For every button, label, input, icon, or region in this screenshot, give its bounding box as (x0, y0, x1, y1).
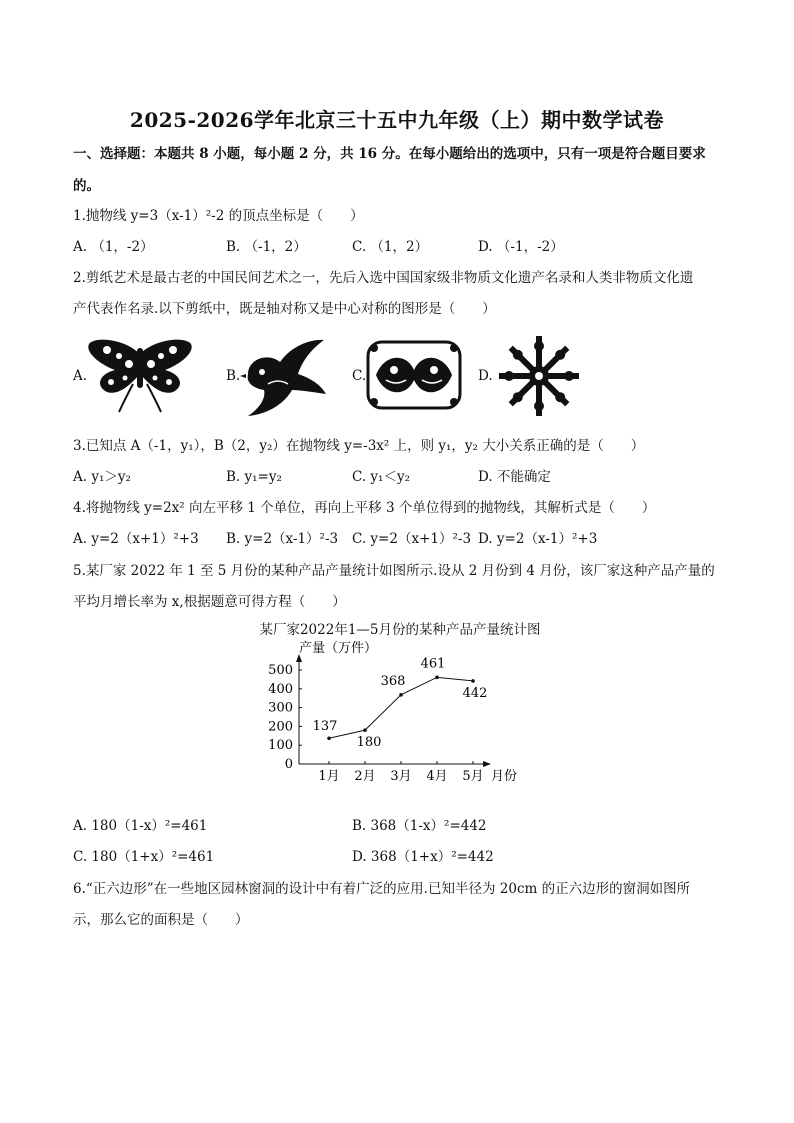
q5-option-b: B. 368（1-x）²=442 (352, 818, 487, 834)
q4-option-c: C. y=2（x+1）²-3 (352, 531, 472, 547)
q1-stem: 1.抛物线 y=3（x-1）²-2 的顶点坐标是（ ） (73, 208, 364, 224)
q5-stem-line1: 5.某厂家 2022 年 1 至 5 月份的某种产品产量统计如图所示.设从 2 月份到 4 月份，该厂家这种产品产量的 (73, 563, 715, 579)
chart-ylabel: 产量（万件） (299, 641, 378, 656)
section-instruction-line1: 一、选择题：本题共 8 小题，每小题 2 分，共 16 分。在每小题给出的选项中，只有一项是符合题目要求 (73, 146, 706, 162)
page-title: 2025-2026学年北京三十五中九年级（上）期中数学试卷 (129, 108, 665, 132)
x-tick-label: 5月 (462, 769, 484, 784)
q4-option-d: D. y=2（x-1）²+3 (478, 531, 598, 547)
data-label: 442 (462, 685, 488, 701)
snowflake-papercut-image (496, 334, 582, 418)
chart-title: 某厂家2022年1—5月份的某种产品产量统计图 (259, 622, 541, 638)
y-tick-label: 0 (284, 757, 293, 772)
section-instruction-line2: 的。 (73, 178, 100, 194)
data-label: 180 (356, 735, 382, 751)
chart-xlabel: 月份 (491, 769, 518, 784)
y-tick-label: 100 (268, 738, 293, 754)
q2-stem-line2: 产代表作名录.以下剪纸中，既是轴对称又是中心对称的图形是（ ） (73, 301, 496, 317)
q5-option-d: D. 368（1+x）²=442 (352, 849, 494, 865)
q4-option-b: B. y=2（x-1）²-3 (226, 531, 339, 547)
q3-option-a: A. y₁＞y₂ (73, 469, 131, 485)
x-tick-label: 3月 (390, 769, 412, 784)
data-point (399, 693, 403, 697)
data-point (471, 679, 475, 683)
fish-papercut-image (366, 340, 462, 410)
swallow-papercut-image (238, 334, 328, 418)
y-tick-label: 200 (268, 719, 293, 735)
data-point (363, 728, 367, 732)
data-label: 461 (420, 656, 446, 672)
q5-option-c: C. 180（1+x）²=461 (73, 849, 215, 865)
x-tick-label: 4月 (426, 769, 448, 784)
q3-option-c: C. y₁＜y₂ (352, 469, 411, 485)
data-point (327, 736, 331, 740)
q4-stem: 4.将抛物线 y=2x² 向左平移 1 个单位，再向上平移 3 个单位得到的抛物线，其解析式是（ ） (73, 500, 656, 516)
q2-option-d-label: D. (478, 368, 493, 384)
data-label: 368 (380, 673, 406, 689)
x-tick-label: 1月 (318, 769, 340, 784)
q5-stem-line2: 平均月增长率为 x,根据题意可得方程（ ） (73, 594, 346, 610)
y-tick-label: 400 (268, 681, 293, 697)
data-point (435, 676, 439, 680)
x-tick-label: 2月 (354, 769, 376, 784)
data-label: 137 (312, 719, 338, 735)
production-line-chart (255, 636, 535, 786)
q4-option-a: A. y=2（x+1）²+3 (73, 531, 199, 547)
q1-option-c: C. （1，2） (352, 239, 429, 255)
q3-stem: 3.已知点 A（-1，y₁），B（2，y₂）在抛物线 y=-3x² 上，则 y₁，y₂ 大小关系正确的是（ ） (73, 438, 645, 454)
q3-option-b: B. y₁=y₂ (226, 469, 282, 485)
q1-option-a: A. （1，-2） (73, 239, 154, 255)
q2-option-c-label: C. (352, 368, 367, 384)
q6-stem-line1: 6.“正六边形”在一些地区园林窗洞的设计中有着广泛的应用.已知半径为 20cm 的正六边形的窗洞如图所 (73, 881, 691, 897)
q3-option-d: D. 不能确定 (478, 469, 551, 485)
chart-x-axis-arrow (483, 761, 491, 767)
q6-stem-line2: 示，那么它的面积是（ ） (73, 912, 249, 928)
q1-option-b: B. （-1，2） (226, 239, 307, 255)
y-tick-label: 300 (268, 700, 293, 716)
q2-option-a-label: A. (73, 368, 88, 384)
butterfly-papercut-image (85, 334, 195, 414)
q1-option-d: D. （-1，-2） (478, 239, 564, 255)
q5-option-a: A. 180（1-x）²=461 (73, 818, 208, 834)
q2-option-b-label: B. (226, 368, 241, 384)
q2-stem-line1: 2.剪纸艺术是最古老的中国民间艺术之一，先后入选中国国家级非物质文化遗产名录和人类非物质文化遗 (73, 270, 694, 286)
y-tick-label: 500 (268, 663, 293, 678)
